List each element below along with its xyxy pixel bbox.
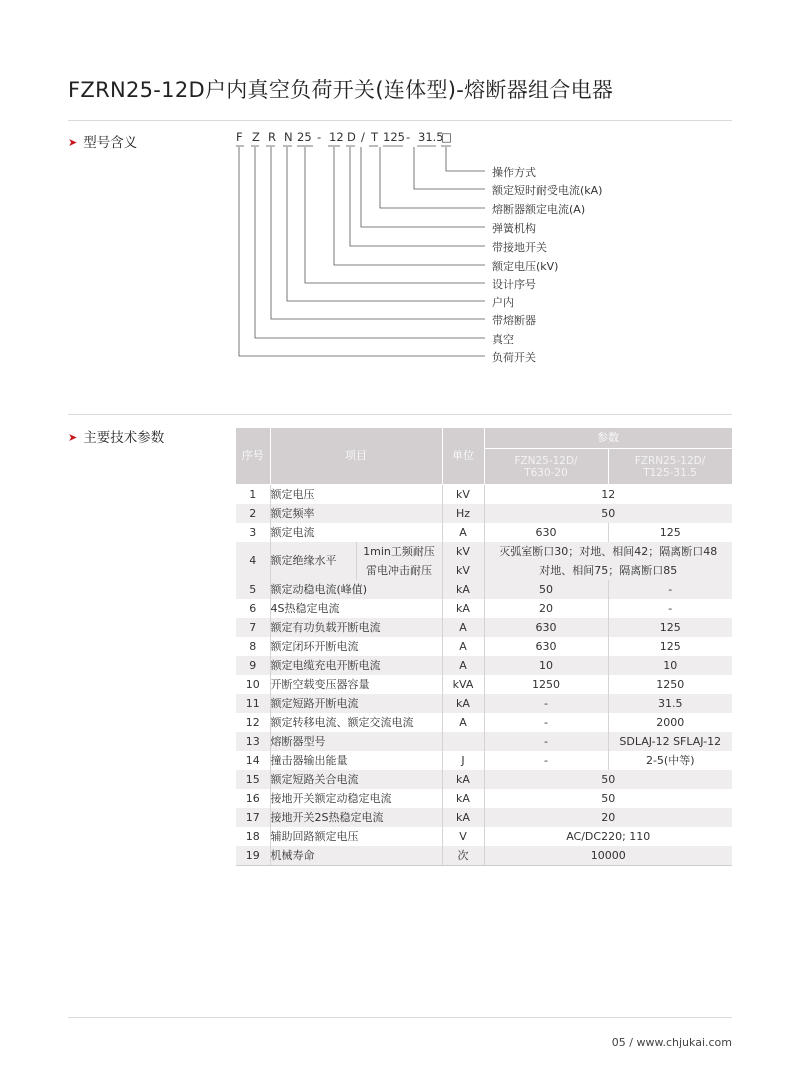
row-item: 额定频率 [270,504,442,523]
leader-line [446,147,485,171]
row-unit: A [442,713,484,732]
model-char: - [406,130,411,144]
model-char: / [361,130,365,144]
spec-table-body [236,485,732,866]
model-char: N [284,130,293,144]
row-item: 额定电缆充电开断电流 [270,656,442,675]
model-label: 负荷开关 [492,351,536,364]
row-value-fzrn: 125 [608,618,732,637]
model-label: 额定短时耐受电流(kA) [492,184,603,197]
page-number: 05 [611,1036,626,1049]
row-value-fzn: 20 [484,599,608,618]
model-char: - [317,130,322,144]
header-col2-line2: T125-31.5 [643,466,697,479]
row-unit: kA [442,770,484,789]
row-item: 额定电压 [270,485,442,505]
model-label: 额定电压(kV) [492,260,559,273]
model-label: 带接地开关 [492,241,547,254]
row-unit: kA [442,694,484,713]
leader-line [305,147,485,283]
leader-line [350,147,485,246]
row-value-fzn: 50 [484,580,608,599]
row-value-fzn: 1250 [484,675,608,694]
header-col1-line2: T630-20 [524,466,568,479]
row-number: 8 [236,637,270,656]
model-diagram-lines [0,0,800,400]
table-row [236,751,732,770]
row-number: 15 [236,770,270,789]
model-label: 弹簧机构 [492,222,536,235]
row-item: 额定短路关合电流 [270,770,442,789]
spec-table [236,428,733,866]
row-value-fzrn: 10 [608,656,732,675]
row-value-fzrn: 2000 [608,713,732,732]
model-char: R [268,130,276,144]
model-char: 125 [383,130,405,144]
row-unit: Hz [442,504,484,523]
row-value-fzn: 630 [484,523,608,542]
model-char: 25 [297,130,312,144]
model-char: D [347,130,356,144]
header-col1 [484,449,608,485]
website-url: www.chjukai.com [636,1036,732,1049]
row-number: 16 [236,789,270,808]
model-char: 31.5 [418,130,444,144]
header-col1-line1: FZN25-12D/ [514,454,578,467]
row-value-fzrn: 31.5 [608,694,732,713]
section-divider [68,414,732,415]
table-row [236,523,732,542]
table-row [236,504,732,523]
row-number: 11 [236,694,270,713]
table-row [236,770,732,789]
row-value-merged: 灭弧室断口30；对地、相间42；隔离断口48 [484,542,732,561]
leader-line [271,147,485,319]
row-value-fzrn: 2-5(中等) [608,751,732,770]
leader-line [287,147,485,301]
row-value-fzrn: SDLAJ-12 SFLAJ-12 [608,732,732,751]
row-unit: kV [442,542,484,561]
row-item: 额定电流 [270,523,442,542]
footer-separator: / [625,1036,637,1049]
row-unit: kA [442,599,484,618]
model-char: Z [252,130,260,144]
row-value-fzrn: 1250 [608,675,732,694]
row-unit: kV [442,485,484,505]
row-value-fzrn: 125 [608,523,732,542]
row-number: 12 [236,713,270,732]
row-value-fzn: - [484,713,608,732]
header-unit: 单位 [442,428,484,485]
row-number: 19 [236,846,270,866]
row-item: 撞击器输出能量 [270,751,442,770]
row-value-merged: 12 [484,485,732,505]
table-row [236,694,732,713]
row-value-fzn: 630 [484,637,608,656]
row-number: 3 [236,523,270,542]
row-unit: kV [442,561,484,580]
row-item: 开断空载变压器容量 [270,675,442,694]
footer-divider [68,1017,732,1018]
row-value-merged: 50 [484,770,732,789]
section-model-heading [68,131,137,151]
row-value-fzn: 10 [484,656,608,675]
model-label: 户内 [492,296,514,309]
row-number: 7 [236,618,270,637]
row-item: 额定有功负载开断电流 [270,618,442,637]
header-item: 项目 [270,428,442,485]
row-number: 17 [236,808,270,827]
row-item: 机械寿命 [270,846,442,866]
row-unit: V [442,827,484,846]
table-row [236,846,732,866]
arrow-right-icon: ➤ [68,136,78,149]
row-number: 5 [236,580,270,599]
row-unit: kA [442,580,484,599]
row-number: 9 [236,656,270,675]
row-number: 13 [236,732,270,751]
row-value-fzrn: - [608,599,732,618]
table-row [236,827,732,846]
row-item: 额定动稳电流(峰值) [270,580,442,599]
model-char: 12 [329,130,344,144]
row-item: 4S热稳定电流 [270,599,442,618]
row-value-fzrn: 125 [608,637,732,656]
row-value-fzn: - [484,694,608,713]
table-row [236,808,732,827]
leader-line [239,147,485,356]
row-number: 18 [236,827,270,846]
table-row [236,580,732,599]
table-row [236,713,732,732]
model-char: □ [441,130,452,144]
leader-line [414,147,485,189]
leader-line [334,147,485,265]
header-no: 序号 [236,428,270,485]
model-label: 设计序号 [492,278,536,291]
row-value-fzn: - [484,732,608,751]
row-unit [442,732,484,751]
table-row [236,789,732,808]
row-number: 10 [236,675,270,694]
section-spec-title: 主要技术参数 [83,430,165,446]
model-label: 带熔断器 [492,314,536,327]
table-row [236,599,732,618]
row-item: 接地开关2S热稳定电流 [270,808,442,827]
row-item: 额定绝缘水平 [270,542,356,580]
row-value-merged: 50 [484,504,732,523]
table-row [236,618,732,637]
row-value-fzn: 630 [484,618,608,637]
model-label: 操作方式 [492,166,536,179]
row-unit: kA [442,808,484,827]
model-char: T [371,130,379,144]
table-row [236,485,732,505]
row-unit: A [442,523,484,542]
table-row [236,675,732,694]
row-item: 额定短路开断电流 [270,694,442,713]
row-number: 2 [236,504,270,523]
row-unit: A [442,656,484,675]
row-unit: A [442,637,484,656]
section-model-title: 型号含义 [83,135,138,151]
header-col2 [608,449,732,485]
section-spec-heading [68,426,164,446]
row-number: 1 [236,485,270,505]
row-value-fzrn: - [608,580,732,599]
row-item: 熔断器型号 [270,732,442,751]
row-unit: 次 [442,846,484,866]
table-row [236,542,732,561]
row-unit: kA [442,789,484,808]
model-label: 真空 [492,333,514,346]
row-number: 4 [236,542,270,580]
row-item: 辅助回路额定电压 [270,827,442,846]
page-footer [612,1036,732,1049]
table-row [236,732,732,751]
row-subitem: 雷电冲击耐压 [356,561,442,580]
row-unit: kVA [442,675,484,694]
row-value-merged: 对地、相间75；隔离断口85 [484,561,732,580]
header-params: 参数 [484,428,732,449]
page-title: FZRN25-12D户内真空负荷开关(连体型)-熔断器组合电器 [68,78,614,102]
row-value-merged: AC/DC220; 110 [484,827,732,846]
row-item: 额定闭环开断电流 [270,637,442,656]
row-unit: A [442,618,484,637]
row-number: 14 [236,751,270,770]
row-item: 额定转移电流、额定交流电流 [270,713,442,732]
row-unit: J [442,751,484,770]
row-value-merged: 50 [484,789,732,808]
leader-line [361,147,485,227]
arrow-right-icon: ➤ [68,431,78,444]
table-row [236,637,732,656]
model-label: 熔断器额定电流(A) [492,203,586,216]
row-number: 6 [236,599,270,618]
title-divider [68,120,732,121]
row-subitem: 1min工频耐压 [356,542,442,561]
row-value-fzn: - [484,751,608,770]
model-char: F [236,130,243,144]
leader-line [255,147,485,338]
row-item: 接地开关额定动稳定电流 [270,789,442,808]
header-col2-line1: FZRN25-12D/ [634,454,706,467]
row-value-merged: 10000 [484,846,732,866]
row-value-merged: 20 [484,808,732,827]
table-row [236,656,732,675]
leader-line [380,147,485,208]
